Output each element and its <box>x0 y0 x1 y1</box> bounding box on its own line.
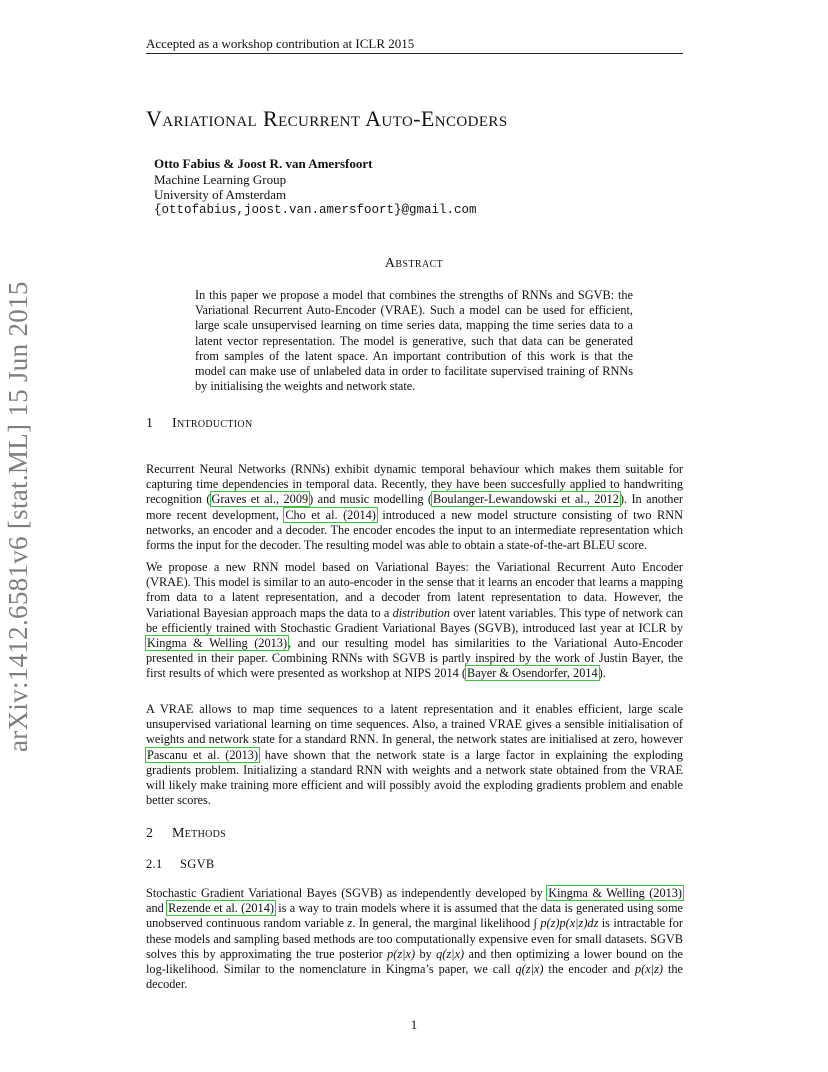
subsection-title: SGVB <box>180 857 215 871</box>
citation-link[interactable]: Bayer & Osendorfer, 2014 <box>467 666 598 681</box>
citation-link[interactable]: Kingma & Welling (2013) <box>548 886 682 900</box>
text-run: introduced a new model structure consisting of two RNN networks, an encoder and a decoder. The encoder encodes the input to an intermediate representation which forms the input for the decoder. The resulting model was able to obtain a state-of-the-art BLEU score. <box>146 507 683 553</box>
text-run: Stochastic Gradient Variational Bayes (SGVB) as independently developed by <box>146 886 548 900</box>
abstract-body-text: In this paper we propose a model that combines the strengths of RNNs and SGVB: the Variational Recurrent Auto-Encoder (VRAE). Such a model can be used for efficient, large scale unsupervised learning on time series data, mapping the time series data to a latent vector representation. The model is generative, such that data can be generated from samples of the latent space. An important contribution of this work is that the model can make use of unlabeled data in order to facilitate supervised training of RNNs by initialising the weights and network state. <box>195 288 633 394</box>
text-run: , and our resulting model has similarities to the Variational Auto-Encoder presented in their paper. Combining RNNs with SGVB is partly inspired by the work of Justin Bayer, the first results of which were presented as workshop at NIPS 2014 ( <box>146 636 684 681</box>
section-title: Methods <box>172 826 226 841</box>
arxiv-stamp: arXiv:1412.6581v6 [stat.ML] 15 Jun 2015 <box>3 281 33 752</box>
intro-paragraph-1 <box>146 462 683 553</box>
text-run: We propose a new RNN model based on Variational Bayes: the Variational Recurrent Auto Encoder (VRAE). This model is similar to an auto-encoder in the sense that it learns an encoder that learns a mapping from data to a latent representation, and a decoder from latent representation to data. However, the Variational Bayesian approach maps the data to a <box>146 560 683 620</box>
intro-paragraph-2 <box>146 560 683 682</box>
section-heading-introduction <box>146 416 252 432</box>
text-run: and then optimizing a lower bound on the log-likelihood. Similar to the nomenclature in Kingma’s paper, we call <box>146 946 683 977</box>
text-run: by <box>415 946 437 961</box>
text-run: . In general, the marginal likelihood <box>352 916 534 931</box>
citation-link[interactable]: Boulanger-Lewandowski et al., 2012 <box>433 492 619 507</box>
math-variable: z <box>347 916 353 931</box>
emphasis: distribution <box>392 605 450 620</box>
citation-link[interactable]: Kingma & Welling (2013) <box>147 636 288 651</box>
header-rule <box>146 53 683 54</box>
author-group: Machine Learning Group <box>154 171 287 187</box>
text-run: Recurrent Neural Networks (RNNs) exhibit dynamic temporal behaviour which makes them suitable for capturing time dependencies in temporal data. Recently, they have been succesfully applied to handwriting recognition ( <box>146 462 683 507</box>
subsection-number: 2.1 <box>146 857 163 871</box>
section-heading-methods <box>146 826 226 842</box>
text-run: and <box>146 901 168 916</box>
citation-link[interactable]: Rezende et al. (2014) <box>168 901 274 916</box>
math-expression: p(z|x) <box>387 946 416 961</box>
math-expression: q(z|x) <box>436 946 465 961</box>
paper-title: Variational Recurrent Auto-Encoders <box>146 106 508 131</box>
venue-header: Accepted as a workshop contribution at ICLR 2015 <box>146 36 415 51</box>
text-run: A VRAE allows to map time sequences to a latent representation and it enables efficient, large scale unsupervised variational learning on time sequences. Also, a trained VRAE gives a sensible initialisation of weights and network state for a standard RNN. In general, the network states are initialised at zero, however <box>146 702 683 747</box>
citation-link[interactable]: Cho et al. (2014) <box>285 507 376 522</box>
text-run: is intractable for these models and sampling based methods are too computationally expensive even for small datasets. SGVB solves this by approximating the true posterior <box>146 916 683 961</box>
text-run: ) and music modelling ( <box>309 492 433 507</box>
author-email: {ottofabius,joost.van.amersfoort}@gmail.com <box>154 202 477 217</box>
section-title: Introduction <box>172 416 253 431</box>
page-number: 1 <box>410 1017 418 1032</box>
citation-link[interactable]: Pascanu et al. (2013) <box>147 747 259 762</box>
abstract-heading: Abstract <box>384 256 444 271</box>
author-names: Otto Fabius & Joost R. van Amersfoort <box>154 156 373 171</box>
text-run: over latent variables. This type of network can be efficiently trained with Stochastic Gradient Variational Bayes (SGVB), introduced last year at ICLR by <box>146 605 683 635</box>
subsection-heading-sgvb <box>146 857 215 872</box>
text-run: the encoder and <box>543 962 636 977</box>
text-run: ). <box>598 666 606 681</box>
math-expression: p(x|z) <box>635 962 663 977</box>
section-number: 1 <box>146 416 154 431</box>
intro-paragraph-3 <box>146 702 683 808</box>
citation-link[interactable]: Graves et al., 2009 <box>211 492 309 507</box>
section-number: 2 <box>146 826 154 841</box>
math-expression: ∫ p(z)p(x|z)dz <box>533 916 599 931</box>
text-run: the decoder. <box>146 962 683 992</box>
author-block <box>154 156 477 218</box>
text-run: have shown that the network state is a large factor in explaining the exploding gradients problem. Initializing a standard RNN with weights and a network state obtained from the VRAE will likely make training more efficient and will possibly avoid the exploding gradients problem and enable better scores. <box>146 747 684 808</box>
author-university: University of Amsterdam <box>154 187 287 202</box>
abstract-text <box>195 288 633 394</box>
text-run: ). In another more recent development, <box>146 492 683 522</box>
math-expression: q(z|x) <box>515 962 544 977</box>
methods-paragraph-1 <box>146 886 683 992</box>
text-run: is a way to train models where it is assumed that the data is generated using some unobserved continuous random variable <box>146 901 683 931</box>
